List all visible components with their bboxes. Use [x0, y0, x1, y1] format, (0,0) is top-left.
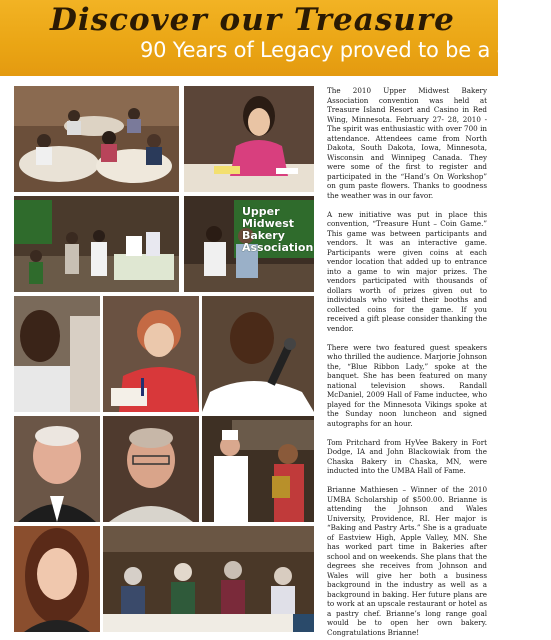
- photo-man-closeup: [14, 296, 100, 412]
- photo-blue-ribbon-lady: [103, 296, 199, 412]
- banquet-table-image: [103, 526, 314, 632]
- photo-vendor-booth: [14, 196, 179, 292]
- vendor-booth-image: [14, 196, 179, 292]
- woman-decorating-image: [184, 86, 314, 192]
- article-paragraph-1: The 2010 Upper Midwest Bakery Association convention was held at Treasure Island Resort and Casino in Red Wing, Minnesota. February 27- 28, 2010 - The spirit was enthusiastic with over 700 in attendance. Attendees came from North Dakota, South Dakota, Iowa, Minnesota, Wisconsin and Winnipeg Canada. They were some of the first to register and participated in the “Hand’s On Workshop” on gum paste flowers. Thanks to goodness the weather was in our favor.: [327, 86, 487, 200]
- scholarship-winner-image: [14, 526, 100, 632]
- photo-award-presentation: [202, 416, 314, 522]
- banner-text: Upper Midwest Bakery Association: [242, 205, 314, 254]
- photo-speaker-microphone: [202, 296, 314, 412]
- article-paragraph-2: A new initiative was put in place this convention, “Treasure Hunt – Coin Game.” This game was between participants and vendors. It was an interactive game. Participants were given coins at each vendor location that added up to entrance into a game to win major prizes. The vendors participated with thousands of dollars worth of prizes given out to individuals who visited their booths and collected coins for the game. If you received a gift please consider thanking the vendor.: [327, 209, 487, 333]
- hall-of-fame-man-1-image: [14, 416, 100, 522]
- photo-woman-decorating: [184, 86, 314, 192]
- article-paragraph-5: Brianne Mathiesen – Winner of the 2010 UMBA Scholarship of $500.00. Brianne is attending the Johnson and Wales University, Providence, RI. Her major is “Baking and Pastry Arts.” She is a graduate of Eastview High, Apple Valley, MN. She has worked part time in Bakeries after school and on weekends. She plans that the degrees she receives from Johnson and Wales will give her both a business background in the industry as well as a background in baking. Her future plans are to work at an upscale restaurant or hotel as a pastry chef. Brianne’s long range goal would be to open her own bakery. Congratulations Brianne!: [327, 485, 487, 637]
- man-closeup-image: [14, 296, 100, 412]
- header-title: Discover our Treasure: [50, 2, 455, 38]
- award-presentation-image: [202, 416, 314, 522]
- photo-scholarship-winner: [14, 526, 100, 632]
- workshop-room-image: [14, 86, 179, 192]
- photo-workshop-room: [14, 86, 179, 192]
- article-paragraph-3: There were two featured guest speakers who thrilled the audience. Marjorie Johnson the, “Blue Ribbon Lady,” spoke at the banquet. She has been featured on many national television shows. Randall McDaniel, 2009 Hall of Fame inductee, who played for the Minnesota Vikings spoke at the Sunday noon luncheon and signed autographs for an hour.: [327, 342, 487, 428]
- article-paragraph-4: Tom Pritchard from HyVee Bakery in Fort Dodge, IA and John Blackowiak from the Chaska Bakery in Chaska, MN, were inducted into the UMBA Hall of Fame.: [327, 437, 487, 475]
- photo-hall-of-fame-man-1: [14, 416, 100, 522]
- blue-ribbon-lady-image: [103, 296, 199, 412]
- photo-hall-of-fame-man-2: [103, 416, 199, 522]
- photo-association-banner: [184, 196, 314, 292]
- article-text: [327, 86, 487, 637]
- photo-banquet-table: [103, 526, 314, 632]
- speaker-microphone-image: [202, 296, 314, 412]
- hall-of-fame-man-2-image: [103, 416, 199, 522]
- photo-collage: [14, 86, 314, 632]
- page-header: [0, 0, 551, 76]
- header-subtitle: 90 Years of Legacy proved to be a great: [140, 38, 551, 62]
